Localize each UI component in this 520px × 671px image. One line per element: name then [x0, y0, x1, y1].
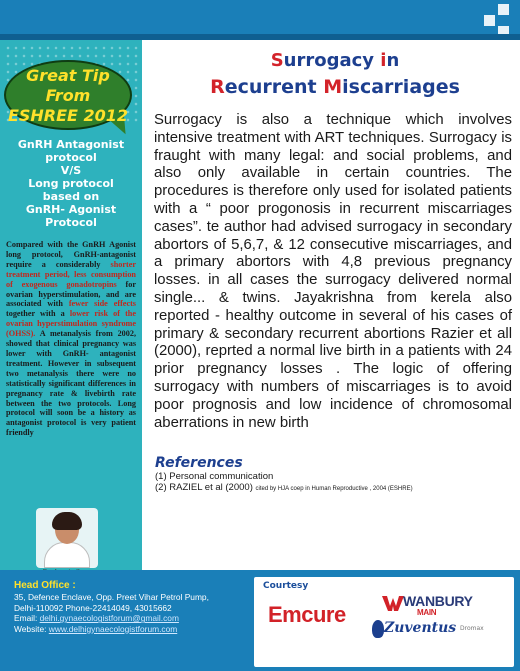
summary-highlight: fewer side effects: [68, 299, 136, 309]
head-office-block: [14, 580, 254, 634]
title-part: S: [270, 50, 284, 71]
article-title: [150, 48, 520, 100]
decor-square: [498, 4, 509, 15]
reference-item: (1) Personal communication: [155, 471, 274, 482]
email-link[interactable]: delhi.gynaecologistforum@gmail.com: [39, 613, 179, 624]
tip-heading-line: protocol: [45, 151, 97, 164]
title-line-1: [150, 48, 520, 74]
title-part: ecurrent: [224, 76, 324, 98]
photo-hair: [52, 512, 82, 530]
email-row: [14, 613, 254, 624]
tip-heading-line: GnRH- Agonist: [25, 203, 117, 216]
emcure-logo: Emcure: [268, 602, 346, 627]
wanbury-logo-icon: [382, 594, 404, 612]
article-body: Surrogacy is also a technique which involves intensive treatment with ART techniques. Surrogacy is fraught with many legal: and social problems, and also only available in certain countries. The procedures is therefore only used for isolated patients with a “ poor progonosis in recurrent miscarriages cases”. te author had advised surrogacy in secondary abortors of 5,6,7, & 12 consecutive miscarriages, and a primary abortors with 4,8 previous pregnancy losses. in all cases the surrogacy delivered normal single... & twins. Jayakrishna from kerela also reported - healthy outcome in several of his cases of primary & secondary recurrent abortions Razier et all (2000), reprted a normal live birth in a patients with 24 prior pregnancy losses . The logic of offering surrogacy with numbers of miscarriages is to avoid poor prognosis and low incidence of chromosomal aberrations in new birth: [154, 112, 512, 431]
tip-line-2: ESHREE 2012: [7, 106, 129, 125]
top-banner: [0, 0, 520, 40]
summary-segment: together with a: [6, 309, 70, 319]
title-part: urrogacy: [283, 50, 381, 71]
zuventus-sub: Dromax: [460, 625, 484, 632]
wanbury-logo: [403, 594, 473, 617]
reference-note: cited by HJA coep in Human Reproductive , 2004 (ESHRE): [255, 486, 413, 492]
website-row: [14, 624, 254, 635]
references-heading: References: [155, 455, 243, 471]
title-part: i: [380, 50, 387, 71]
wanbury-name: WANBURY: [403, 593, 473, 609]
tip-heading-line: based on: [42, 190, 100, 203]
title-part: M: [323, 76, 343, 98]
tip-line-1: Great Tip From: [26, 66, 110, 105]
author-photo: [36, 508, 98, 568]
title-line-2: [150, 74, 520, 100]
email-label: Email:: [14, 613, 40, 624]
head-office-label: Head Office :: [14, 580, 76, 591]
summary-highlight: shorter treatment period, less consumption of exogenous gonadotropins: [6, 259, 136, 289]
tip-summary: [6, 240, 136, 438]
tip-heading-line: GnRH Antagonist: [17, 138, 125, 151]
address-line: 35, Defence Enclave, Opp. Preet Vihar Petrol Pump,: [14, 592, 209, 602]
tip-bubble-text: [4, 66, 132, 126]
wanbury-sub: MAIN: [417, 608, 437, 617]
tip-heading-line: Protocol: [45, 216, 97, 229]
decor-square: [484, 15, 495, 26]
summary-segment: for ovarian hyperstimulation, and are associated with: [6, 279, 136, 309]
summary-segment: A metanalysis from 2002, showed that clinical pregnancy was lower with GnRH- antagonist treatment. However in subsequent two metanalysis there were no statistically significant differences in pregnancy rate & livebirth rate between the two protocols. Long protocol will soon be a history as antagonist protocol is very patient friendly: [6, 329, 136, 438]
title-part: iscarriages: [342, 76, 460, 98]
tip-heading-line: V/S: [60, 164, 82, 177]
website-link[interactable]: www.delhigynaecologistforum.com: [48, 623, 178, 634]
title-part: R: [210, 76, 225, 98]
courtesy-label: Courtesy: [263, 581, 309, 591]
zuventus-logo-icon: [372, 620, 384, 638]
reference-text: (2) RAZIEL et al (2000): [155, 482, 253, 493]
reference-item: [155, 482, 515, 495]
references-section: [155, 455, 515, 495]
title-part: n: [386, 50, 400, 71]
summary-highlight: lower risk of the ovarian hyperstimulation syndrome (OHSS).: [6, 309, 136, 339]
tip-heading-line: Long protocol: [28, 177, 114, 190]
website-label: Website:: [14, 623, 49, 634]
address-line: Delhi-110092 Phone-22414049, 43015662: [14, 602, 172, 613]
summary-segment: Compared with the GnRH Agonist long protocol, GnRH-antagonist require a considerably: [6, 240, 136, 269]
tip-heading: [6, 138, 136, 229]
photo-coat: [44, 542, 90, 568]
zuventus-logo: Zuventus: [384, 620, 457, 636]
